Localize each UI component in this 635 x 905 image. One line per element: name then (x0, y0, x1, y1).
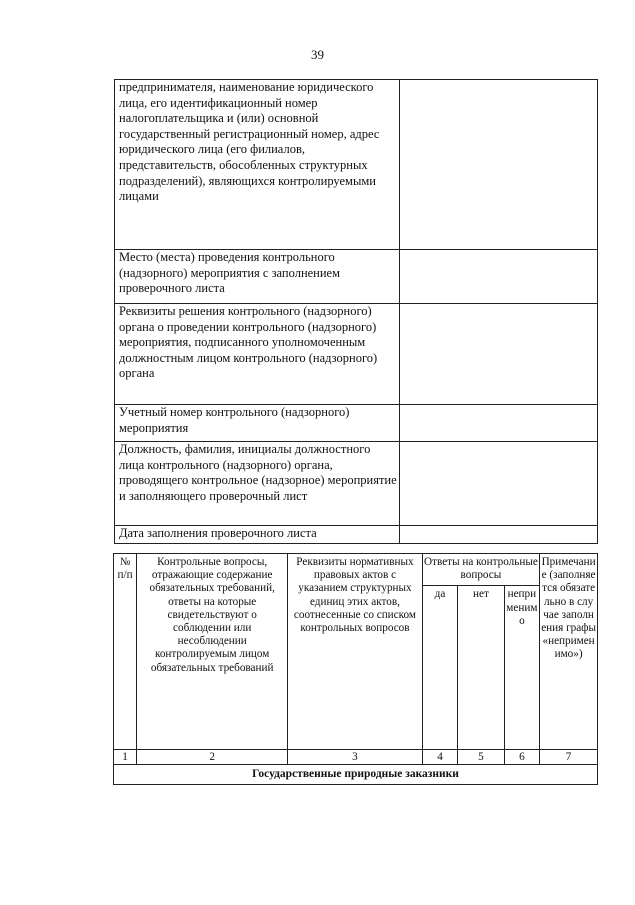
header-not-applicable: неприменимо (504, 586, 540, 750)
info-value (399, 442, 597, 526)
info-value (399, 250, 597, 304)
info-row-entrepreneur (115, 80, 598, 250)
header-answers: Ответы на контрольные вопросы (422, 554, 540, 586)
info-label: Реквизиты решения контрольного (надзорного) органа о проведении контрольного (надзорного) мероприятия, подписанного уполномоченным должностным лицом контрольного (надзорного) органа (115, 304, 400, 405)
column-number: 6 (504, 750, 540, 765)
column-number: 3 (288, 750, 422, 765)
info-value (399, 405, 597, 442)
header-yes: да (422, 586, 458, 750)
info-label: предпринимателя, наименование юридического лица, его идентификационный номер налогоплательщика и (или) основной государственный регистрационный номер, адрес юридического лица (его филиалов, представительств, обособленных структурных подразделений), являющихся контролируемыми лицами (115, 80, 400, 250)
inspection-info-table (114, 79, 598, 544)
header-questions: Контрольные вопросы, отражающие содержание обязательных требований, ответы на которые свидетельствуют о соблюдении или несоблюдении контролируемым лицом обязательных требований (137, 554, 288, 750)
column-number: 5 (458, 750, 504, 765)
column-number-row (114, 750, 598, 765)
header-note: Примечание (заполняется обязательно в случае заполнения графы «неприменимо») (540, 554, 598, 750)
info-value (399, 304, 597, 405)
info-row-decision (115, 304, 598, 405)
checklist-header-row (114, 554, 598, 586)
info-label: Учетный номер контрольного (надзорного) мероприятия (115, 405, 400, 442)
header-requisites: Реквизиты нормативных правовых актов с указанием структурных единиц этих актов, соотнесенные со списком контрольных вопросов (288, 554, 422, 750)
column-number: 7 (540, 750, 598, 765)
page-number: 39 (311, 47, 324, 62)
info-label: Дата заполнения проверочного листа (115, 526, 400, 544)
info-row-date (115, 526, 598, 544)
info-row-registration-number (115, 405, 598, 442)
info-label: Место (места) проведения контрольного (надзорного) мероприятия с заполнением проверочного листа (115, 250, 400, 304)
header-num: № п/п (114, 554, 137, 750)
info-row-official (115, 442, 598, 526)
info-value (399, 80, 597, 250)
info-label: Должность, фамилия, инициалы должностного лица контрольного (надзорного) органа, проводящего контрольное (надзорное) мероприятие и заполняющего проверочный лист (115, 442, 400, 526)
section-row (114, 765, 598, 785)
column-number: 2 (137, 750, 288, 765)
checklist-table (113, 553, 598, 785)
header-no: нет (458, 586, 504, 750)
info-value (399, 526, 597, 544)
column-number: 1 (114, 750, 137, 765)
info-row-location (115, 250, 598, 304)
section-title: Государственные природные заказники (114, 765, 598, 785)
column-number: 4 (422, 750, 458, 765)
